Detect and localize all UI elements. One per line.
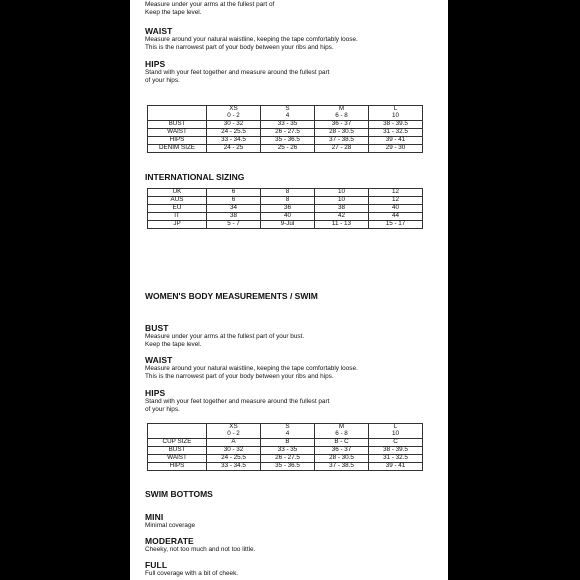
table-cell: 42	[315, 213, 369, 221]
table-cell: 33 - 34.5	[207, 463, 261, 471]
swim-bust-block	[145, 323, 304, 349]
table-cell: B - C	[315, 439, 369, 447]
mini-block	[145, 512, 195, 530]
table-cell: 12	[369, 197, 423, 205]
table-header-cell: 0 - 2	[207, 431, 261, 439]
international-sizing-heading: INTERNATIONAL SIZING	[145, 172, 245, 182]
swim-bottoms-heading: SWIM BOTTOMS	[145, 489, 213, 499]
table-header-cell: S	[261, 424, 315, 432]
table-cell: 37 - 38.5	[315, 137, 369, 145]
moderate-desc: Cheeky, not too much and not too little.	[145, 546, 256, 553]
swim-waist-block	[145, 355, 358, 381]
hips-line-2: of your hips.	[145, 77, 180, 84]
table-cell: 5 - 7	[207, 221, 261, 229]
bust-line-1: Measure under your arms at the fullest part of	[145, 1, 275, 8]
bust-line-2: Keep the tape level.	[145, 9, 202, 16]
table-header-cell: 6 - 8	[315, 113, 369, 121]
table-row-label: IT	[148, 213, 207, 221]
hips-block	[145, 59, 329, 85]
table-header-cell: 4	[261, 431, 315, 439]
table-cell: C	[369, 439, 423, 447]
table-header-cell: M	[315, 106, 369, 114]
waist-heading: WAIST	[145, 26, 173, 36]
table-cell: 38 - 39.5	[369, 121, 423, 129]
waist-line-1: Measure around your natural waistline, keeping the tape comfortably loose.	[145, 36, 358, 43]
table-header-cell: M	[315, 424, 369, 432]
table-cell: 35 - 36.5	[261, 463, 315, 471]
table-row-label: EU	[148, 205, 207, 213]
table-cell: A	[207, 439, 261, 447]
table-cell: 8	[261, 197, 315, 205]
full-desc: Full coverage with a bit of cheek.	[145, 570, 239, 577]
table-cell: 27 - 28	[315, 145, 369, 153]
table-cell: 36 - 37	[315, 121, 369, 129]
table-row	[148, 145, 423, 153]
waist-line-2: This is the narrowest part of your body between your ribs and hips.	[145, 44, 334, 51]
table-cell: 31 - 32.5	[369, 129, 423, 137]
table-header-cell: L	[369, 424, 423, 432]
size-table-1	[147, 105, 423, 153]
table-cell: 40	[369, 205, 423, 213]
mini-desc: Minimal coverage	[145, 522, 196, 529]
table-row-label: WAIST	[148, 129, 207, 137]
hips-heading: HIPS	[145, 59, 166, 69]
table-cell: 40	[261, 213, 315, 221]
table-cell: 44	[369, 213, 423, 221]
swim-hips-line-2: of your hips.	[145, 406, 180, 413]
swim-section-heading: WOMEN'S BODY MEASUREMENTS / SWIM	[145, 291, 318, 301]
full-heading: FULL	[145, 560, 168, 570]
table-cell: 36	[261, 205, 315, 213]
table-cell	[148, 106, 207, 121]
table-cell	[148, 424, 207, 439]
international-sizing-table	[147, 188, 423, 229]
table-cell: 30 - 32	[207, 447, 261, 455]
moderate-heading: MODERATE	[145, 536, 194, 546]
table-cell: 6	[207, 189, 261, 197]
table-header-cell: 10	[369, 113, 423, 121]
waist-block	[145, 26, 358, 52]
table-row-label: BUST	[148, 447, 207, 455]
table-cell: 38	[207, 213, 261, 221]
table-row-label: WAIST	[148, 455, 207, 463]
table-row-label: JP	[148, 221, 207, 229]
table-cell: 30 - 32	[207, 121, 261, 129]
table-row	[148, 221, 423, 229]
table-header-cell: 10	[369, 431, 423, 439]
table-header-cell: S	[261, 106, 315, 114]
table-cell: 38 - 39.5	[369, 447, 423, 455]
mini-heading: MINI	[145, 512, 164, 522]
swim-bust-heading: BUST	[145, 323, 169, 333]
table-row	[148, 106, 423, 114]
table-header-cell: L	[369, 106, 423, 114]
table-row-label: AUS	[148, 197, 207, 205]
table-row-label: CUP SIZE	[148, 439, 207, 447]
table-row-label: HIPS	[148, 463, 207, 471]
table-cell: 31 - 32.5	[369, 455, 423, 463]
table-header-cell: 0 - 2	[207, 113, 261, 121]
table-cell: 26 - 27.5	[261, 129, 315, 137]
table-cell: 26 - 27.5	[261, 455, 315, 463]
table-header-cell: 4	[261, 113, 315, 121]
table-cell: 8	[261, 189, 315, 197]
table-cell: 37 - 38.5	[315, 463, 369, 471]
table-cell: 39 - 41	[369, 137, 423, 145]
swim-size-table	[147, 423, 423, 471]
table-cell: 33 - 34.5	[207, 137, 261, 145]
table-row-label: UK	[148, 189, 207, 197]
table-row	[148, 424, 423, 432]
table-cell: 24 - 25	[207, 145, 261, 153]
table-cell: 35 - 36.5	[261, 137, 315, 145]
table-cell: 33 - 35	[261, 121, 315, 129]
swim-waist-line-1: Measure around your natural waistline, keeping the tape comfortably loose.	[145, 365, 358, 372]
table-cell: 28 - 30.5	[315, 455, 369, 463]
table-cell: 24 - 25.5	[207, 455, 261, 463]
full-block	[145, 560, 238, 578]
table-cell: 25 - 26	[261, 145, 315, 153]
swim-bust-line-1: Measure under your arms at the fullest part of your bust.	[145, 333, 305, 340]
table-cell: 33 - 35	[261, 447, 315, 455]
table-cell: 10	[315, 197, 369, 205]
table-cell: 11 - 13	[315, 221, 369, 229]
table-header-cell: XS	[207, 106, 261, 114]
table-cell: 9-Jul	[261, 221, 315, 229]
table-cell: 12	[369, 189, 423, 197]
table-cell: 15 - 17	[369, 221, 423, 229]
table-row	[148, 463, 423, 471]
swim-bust-line-2: Keep the tape level.	[145, 341, 202, 348]
swim-waist-heading: WAIST	[145, 355, 173, 365]
table-cell: 39 - 41	[369, 463, 423, 471]
swim-hips-block	[145, 388, 329, 414]
table-header-cell: 6 - 8	[315, 431, 369, 439]
table-cell: 36 - 37	[315, 447, 369, 455]
table-cell: 28 - 30.5	[315, 129, 369, 137]
table-row-label: BUST	[148, 121, 207, 129]
hips-line-1: Stand with your feet together and measure around the fullest part	[145, 69, 330, 76]
table-cell: 6	[207, 197, 261, 205]
swim-waist-line-2: This is the narrowest part of your body between your ribs and hips.	[145, 373, 334, 380]
table-row-label: HIPS	[148, 137, 207, 145]
table-cell: 10	[315, 189, 369, 197]
table-cell: 34	[207, 205, 261, 213]
table-row	[148, 189, 423, 197]
moderate-block	[145, 536, 255, 554]
table-header-cell: XS	[207, 424, 261, 432]
table-cell: 24 - 25.5	[207, 129, 261, 137]
bust-block	[145, 0, 274, 17]
table-cell: B	[261, 439, 315, 447]
swim-hips-line-1: Stand with your feet together and measure around the fullest part	[145, 398, 330, 405]
table-row-label: DENIM SIZE	[148, 145, 207, 153]
size-guide-page	[130, 0, 448, 580]
swim-hips-heading: HIPS	[145, 388, 166, 398]
table-cell: 38	[315, 205, 369, 213]
table-cell: 29 - 30	[369, 145, 423, 153]
